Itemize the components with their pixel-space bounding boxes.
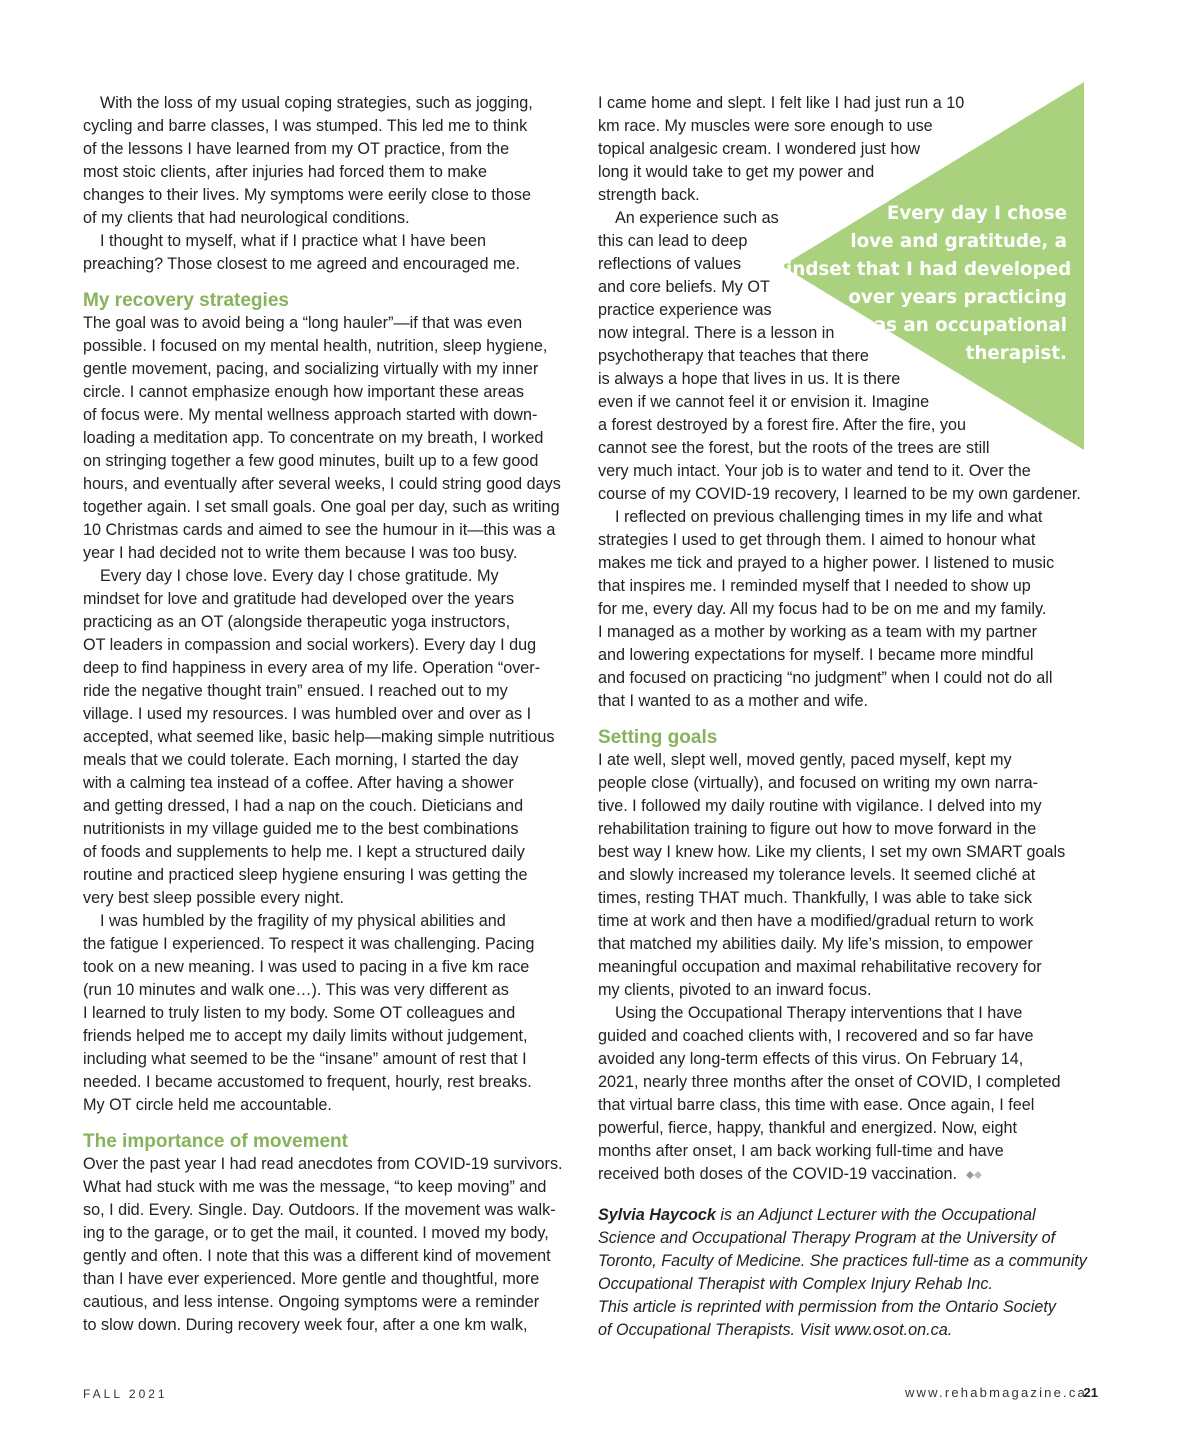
- text-line: with a calming tea instead of a coffee. After having a shower: [83, 774, 514, 792]
- text-line: needed. I became accustomed to frequent, hourly, rest breaks.: [83, 1073, 532, 1091]
- text-line: strength back.: [598, 186, 700, 204]
- text-line: times, resting THAT much. Thankfully, I was able to take sick: [598, 889, 1032, 907]
- text-line: OT leaders in compassion and social workers). Every day I dug: [83, 636, 537, 654]
- text-line: guided and coached clients with, I recovered and so far have: [598, 1027, 1034, 1045]
- text-line: mindset for love and gratitude had developed over the years: [83, 590, 515, 608]
- text-line: to slow down. During recovery week four, after a one km walk,: [83, 1316, 528, 1334]
- text-line: Science and Occupational Therapy Program at the University of: [598, 1229, 1056, 1247]
- quote-line: mindset that I had developed: [767, 259, 1072, 280]
- text-line: I was humbled by the fragility of my physical abilities and: [100, 912, 506, 930]
- pull-quote: [767, 200, 1072, 368]
- text-line: Using the Occupational Therapy interventions that I have: [615, 1004, 1023, 1022]
- text-line: that matched my abilities daily. My life’s mission, to empower: [598, 935, 1033, 953]
- bio-first-line: is an Adjunct Lecturer with the Occupational: [715, 1206, 1036, 1224]
- text-line: village. I used my resources. I was humbled over and over as I: [83, 705, 532, 723]
- text-line-content: received both doses of the COVID-19 vaccination.: [598, 1165, 958, 1183]
- text-line: loading a meditation app. To concentrate on my breath, I worked: [83, 429, 544, 447]
- text-line: rehabilitation training to figure out how to move forward in the: [598, 820, 1037, 838]
- text-line: including what seemed to be the “insane” amount of rest that I: [83, 1050, 527, 1068]
- text-line: of focus were. My mental wellness approach started with down-: [83, 406, 538, 424]
- text-line: hours, and eventually after several weeks, I could string good days: [83, 475, 561, 493]
- text-line: very much intact. Your job is to water and tend to it. Over the: [598, 462, 1031, 480]
- text-line: that virtual barre class, this time with ease. Once again, I feel: [598, 1096, 1035, 1114]
- author-bio: [598, 1204, 1088, 1342]
- text-line: changes to their lives. My symptoms were eerily close to those: [83, 186, 532, 204]
- text-line: An experience such as: [615, 209, 779, 227]
- text-line: and core beliefs. My OT: [598, 278, 770, 296]
- paragraph: [598, 1002, 1088, 1186]
- text-line: circle. I cannot emphasize enough how important these areas: [83, 383, 524, 401]
- text-line: so, I did. Every. Single. Day. Outdoors. If the movement was walk-: [83, 1201, 556, 1219]
- text-line: powerful, fierce, happy, thankful and energized. Now, eight: [598, 1119, 1018, 1137]
- quote-line: therapist.: [965, 343, 1067, 364]
- text-line: months after onset, I am back working full-time and have: [598, 1142, 1004, 1160]
- text-line: deep to find happiness in every area of my life. Operation “over-: [83, 659, 541, 677]
- text-line: routine and practiced sleep hygiene ensuring I was getting the: [83, 866, 528, 884]
- text-line: for me, every day. All my focus had to be on me and my family.: [598, 600, 1047, 618]
- text-line: of the lessons I have learned from my OT practice, from the: [83, 140, 510, 158]
- text-line: than I have ever experienced. More gentle and thoughtful, more: [83, 1270, 540, 1288]
- text-line: topical analgesic cream. I wondered just how: [598, 140, 921, 158]
- text-line: of foods and supplements to help me. I kept a structured daily: [83, 843, 525, 861]
- text-line: gently and often. I note that this was a different kind of movement: [83, 1247, 551, 1265]
- paragraph: [83, 92, 573, 230]
- text-line: even if we cannot feel it or envision it. Imagine: [598, 393, 930, 411]
- text-line: nutritionists in my village guided me to the best combinations: [83, 820, 519, 838]
- author-name: Sylvia Haycock: [598, 1206, 716, 1224]
- text-line: people close (virtually), and focused on writing my own narra-: [598, 774, 1038, 792]
- text-line: 10 Christmas cards and aimed to see the humour in it—this was a: [83, 521, 556, 539]
- heading-importance-of-movement: The importance of movement: [83, 1131, 348, 1152]
- text-line: year I had decided not to write them because I was too busy.: [83, 544, 518, 562]
- footer-issue: FALL 2021: [83, 1387, 168, 1401]
- paragraph: [83, 910, 573, 1117]
- text-line: [598, 1204, 1088, 1227]
- text-line: my clients, pivoted to an inward focus.: [598, 981, 872, 999]
- text-line: course of my COVID-19 recovery, I learned to be my own gardener.: [598, 485, 1081, 503]
- heading-setting-goals: Setting goals: [598, 727, 718, 748]
- text-line: of Occupational Therapists. Visit www.osot.on.ca.: [598, 1321, 953, 1339]
- text-line: possible. I focused on my mental health, nutrition, sleep hygiene,: [83, 337, 548, 355]
- text-line: This article is reprinted with permission from the Ontario Society: [598, 1298, 1056, 1316]
- text-line: ride the negative thought train” ensued. I reached out to my: [83, 682, 508, 700]
- text-line: and focused on practicing “no judgment” when I could not do all: [598, 669, 1053, 687]
- paragraph: [598, 749, 1088, 1002]
- quote-line: love and gratitude, a: [850, 231, 1067, 252]
- text-line: km race. My muscles were sore enough to use: [598, 117, 933, 135]
- text-line: I managed as a mother by working as a team with my partner: [598, 623, 1038, 641]
- text-line: I ate well, slept well, moved gently, paced myself, kept my: [598, 751, 1012, 769]
- text-line: accepted, what seemed like, basic help—making simple nutritious: [83, 728, 555, 746]
- text-line: I learned to truly listen to my body. Some OT colleagues and: [83, 1004, 516, 1022]
- text-line: My OT circle held me accountable.: [83, 1096, 332, 1114]
- heading-recovery-strategies: My recovery strategies: [83, 290, 289, 311]
- text-line: this can lead to deep: [598, 232, 748, 250]
- text-line: most stoic clients, after injuries had forced them to make: [83, 163, 487, 181]
- text-line: practicing as an OT (alongside therapeutic yoga instructors,: [83, 613, 511, 631]
- paragraph: [598, 506, 1088, 713]
- text-line: and lowering expectations for myself. I became more mindful: [598, 646, 1034, 664]
- text-line: the fatigue I experienced. To respect it was challenging. Pacing: [83, 935, 535, 953]
- paragraph: [83, 1153, 573, 1337]
- text-line: (run 10 minutes and walk one…). This was very different as: [83, 981, 509, 999]
- text-line: makes me tick and prayed to a higher power. I listened to music: [598, 554, 1055, 572]
- text-line: preaching? Those closest to me agreed and encouraged me.: [83, 255, 521, 273]
- text-line: friends helped me to accept my daily limits without judgement,: [83, 1027, 528, 1045]
- text-line: The goal was to avoid being a “long hauler”—if that was even: [83, 314, 523, 332]
- text-line: best way I knew how. Like my clients, I set my own SMART goals: [598, 843, 1066, 861]
- text-line: What had stuck with me was the message, “to keep moving” and: [83, 1178, 547, 1196]
- text-line: ing to the garage, or to get the mail, it counted. I moved my body,: [83, 1224, 549, 1242]
- end-of-article-icon: [965, 1170, 983, 1180]
- quote-line: over years practicing: [848, 287, 1067, 308]
- text-line: a forest destroyed by a forest fire. After the fire, you: [598, 416, 966, 434]
- paragraph: [83, 312, 573, 565]
- text-line: Over the past year I had read anecdotes from COVID-19 survivors.: [83, 1155, 563, 1173]
- paragraph: [83, 565, 573, 910]
- text-line: With the loss of my usual coping strategies, such as jogging,: [100, 94, 533, 112]
- text-line: and slowly increased my tolerance levels. It seemed cliché at: [598, 866, 1036, 884]
- text-line: tive. I followed my daily routine with vigilance. I delved into my: [598, 797, 1042, 815]
- footer-url[interactable]: www.rehabmagazine.ca: [904, 1385, 1087, 1400]
- text-line: avoided any long-term effects of this virus. On February 14,: [598, 1050, 1024, 1068]
- text-line: that inspires me. I reminded myself that I needed to show up: [598, 577, 1031, 595]
- paragraph: [598, 92, 1088, 207]
- text-line: Every day I chose love. Every day I chose gratitude. My: [100, 567, 499, 585]
- text-line: that I wanted to as a mother and wife.: [598, 692, 868, 710]
- text-line: meals that we could tolerate. Each morning, I started the day: [83, 751, 519, 769]
- text-line: practice experience was: [598, 301, 772, 319]
- text-line: meaningful occupation and maximal rehabilitative recovery for: [598, 958, 1042, 976]
- text-line: [598, 1163, 1088, 1186]
- quote-line: Every day I chose: [886, 203, 1067, 224]
- text-line: long it would take to get my power and: [598, 163, 875, 181]
- text-line: cannot see the forest, but the roots of the trees are still: [598, 439, 990, 457]
- text-line: 2021, nearly three months after the onset of COVID, I completed: [598, 1073, 1061, 1091]
- text-line: Toronto, Faculty of Medicine. She practices full-time as a community: [598, 1252, 1087, 1270]
- text-line: cycling and barre classes, I was stumped. This led me to think: [83, 117, 528, 135]
- text-line: very best sleep possible every night.: [83, 889, 344, 907]
- text-line: and getting dressed, I had a nap on the couch. Dieticians and: [83, 797, 524, 815]
- text-line: took on a new meaning. I was used to pacing in a five km race: [83, 958, 530, 976]
- text-line: strategies I used to get through them. I aimed to honour what: [598, 531, 1036, 549]
- text-line: now integral. There is a lesson in: [598, 324, 835, 342]
- text-line: on stringing together a few good minutes, built up to a few good: [83, 452, 539, 470]
- text-line: is always a hope that lives in us. It is there: [598, 370, 901, 388]
- text-line: time at work and then have a modified/gradual return to work: [598, 912, 1034, 930]
- text-line: Occupational Therapist with Complex Injury Rehab Inc.: [598, 1275, 993, 1293]
- text-line: reflections of values: [598, 255, 742, 273]
- text-line: psychotherapy that teaches that there: [598, 347, 869, 365]
- text-line: I came home and slept. I felt like I had just run a 10: [598, 94, 965, 112]
- page-number: 21: [1083, 1385, 1098, 1400]
- text-line: gentle movement, pacing, and socializing virtually with my inner: [83, 360, 539, 378]
- quote-line: as an occupational: [873, 315, 1067, 336]
- text-line: I thought to myself, what if I practice what I have been: [100, 232, 487, 250]
- text-line: I reflected on previous challenging times in my life and what: [615, 508, 1043, 526]
- left-column: [83, 92, 573, 1337]
- text-line: of my clients that had neurological conditions.: [83, 209, 410, 227]
- text-line: cautious, and less intense. Ongoing symptoms were a reminder: [83, 1293, 540, 1311]
- paragraph: [83, 230, 573, 276]
- text-line: together again. I set small goals. One goal per day, such as writing: [83, 498, 560, 516]
